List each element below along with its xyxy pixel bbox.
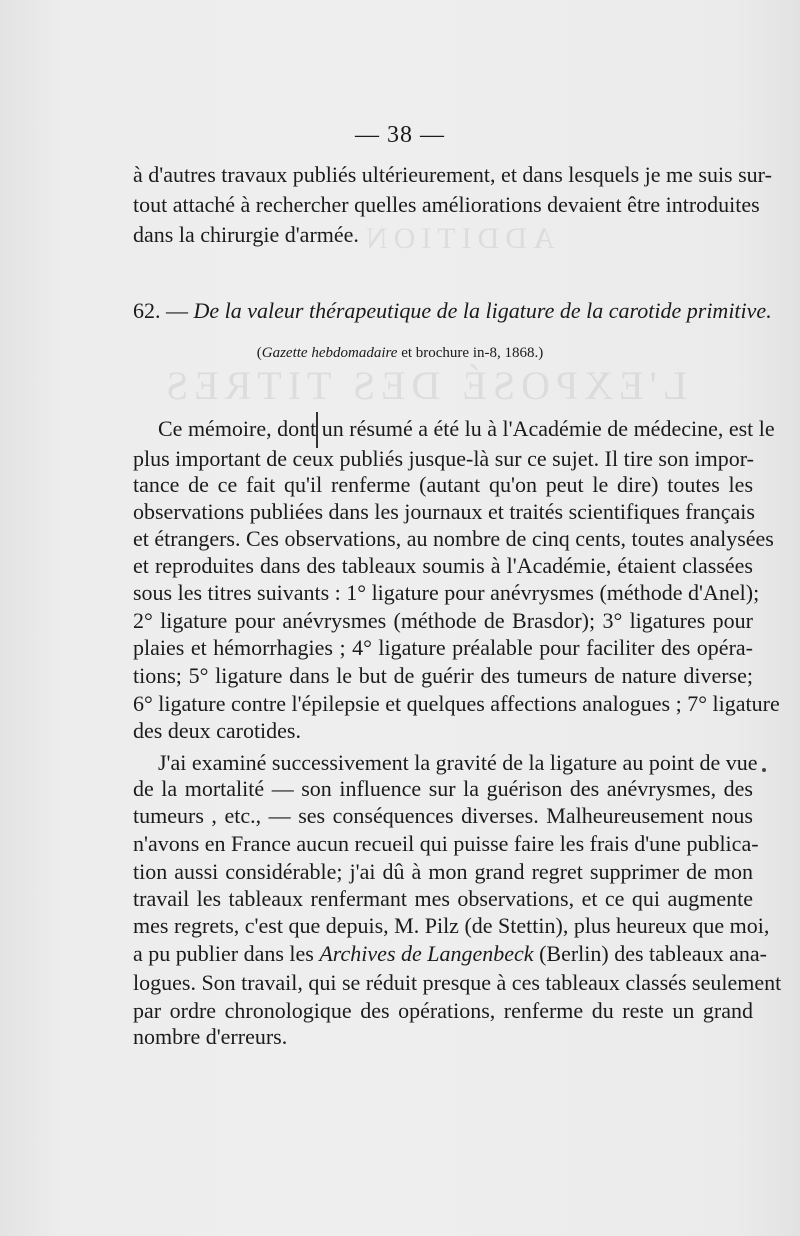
archives-after: (Berlin) des tableaux ana- — [533, 941, 767, 966]
intro-line: tout attaché à rechercher quelles améliorations devaient être introduites — [133, 192, 760, 217]
article-title: De la valeur thérapeutique de la ligature de la carotide primitive. — [193, 298, 772, 323]
bleed-through-heading-a: ADDITION — [360, 222, 555, 255]
paragraph-line: de la mortalité — son influence sur la guérison des anévrysmes, des — [133, 776, 753, 801]
paragraph-line: J'ai examiné successivement la gravité de la ligature au point de vue — [158, 750, 758, 775]
article-number: 62. — — [133, 298, 194, 323]
paragraph-line: des deux carotides. — [133, 718, 301, 743]
source-open: ( — [256, 345, 262, 361]
bleed-through-heading-b: L'EXPOSÉ DES TITRES — [160, 363, 688, 408]
article-source — [0, 343, 800, 363]
paragraph-line-archives — [133, 939, 767, 969]
source-journal: Gazette hebdomadaire — [261, 345, 398, 361]
paragraph-line: logues. Son travail, qui se réduit presque à ces tableaux classés seulement — [133, 970, 782, 995]
paragraph-line: travail les tableaux renfermant mes observations, et ce qui augmente — [133, 886, 753, 911]
page-number: — 38 — — [355, 122, 445, 148]
paragraph-line: tumeurs , etc., — ses conséquences diverses. Malheureusement nous — [133, 803, 753, 828]
paragraph-line: tance de ce fait qu'il renferme (autant qu'on peut le dire) toutes les — [133, 472, 753, 497]
paragraph-line: plus important de ceux publiés jusque-là sur ce sujet. Il tire son impor- — [133, 446, 754, 471]
paragraph-line: par ordre chronologique des opérations, renferme du reste un grand — [133, 998, 753, 1023]
archives-before: a pu publier dans les — [133, 941, 320, 966]
intro-line: dans la chirurgie d'armée. — [133, 222, 359, 247]
paragraph-line: sous les titres suivants : 1° ligature pour anévrysmes (méthode d'Anel); — [133, 580, 760, 605]
paragraph-line: tion aussi considérable; j'ai dû à mon grand regret supprimer de mon — [133, 859, 753, 884]
source-rest: et brochure in-8, 1868.) — [397, 345, 544, 361]
paragraph-line: tions; 5° ligature dans le but de guérir des tumeurs de nature diverse; — [133, 663, 753, 688]
paragraph-line: 2° ligature pour anévrysmes (méthode de Brasdor); 3° ligatures pour — [133, 608, 753, 633]
paragraph-line: et reproduites dans des tableaux soumis à l'Académie, étaient classées — [133, 553, 753, 578]
article-heading — [133, 296, 772, 326]
ink-speck — [762, 768, 766, 772]
paragraph-line: 6° ligature contre l'épilepsie et quelques affections analogues ; 7° ligature — [133, 691, 780, 716]
paragraph-line: observations publiées dans les journaux et traités scientifiques français — [133, 499, 755, 524]
paragraph-line: et étrangers. Ces observations, au nombre de cinq cents, toutes analysées — [133, 526, 774, 551]
intro-line: à d'autres travaux publiés ultérieurement, et dans lesquels je me suis sur- — [133, 162, 772, 187]
paragraph-line: nombre d'erreurs. — [133, 1024, 288, 1049]
archives-title: Archives de Langenbeck — [319, 941, 534, 966]
paragraph-line: mes regrets, c'est que depuis, M. Pilz (de Stettin), plus heureux que moi, — [133, 913, 770, 938]
paragraph-line: plaies et hémorrhagies ; 4° ligature préalable pour faciliter des opéra- — [133, 635, 753, 660]
paragraph-line: Ce mémoire, dont un résumé a été lu à l'Académie de médecine, est le — [158, 416, 775, 441]
paragraph-line: n'avons en France aucun recueil qui puisse faire les frais d'une publica- — [133, 831, 759, 856]
